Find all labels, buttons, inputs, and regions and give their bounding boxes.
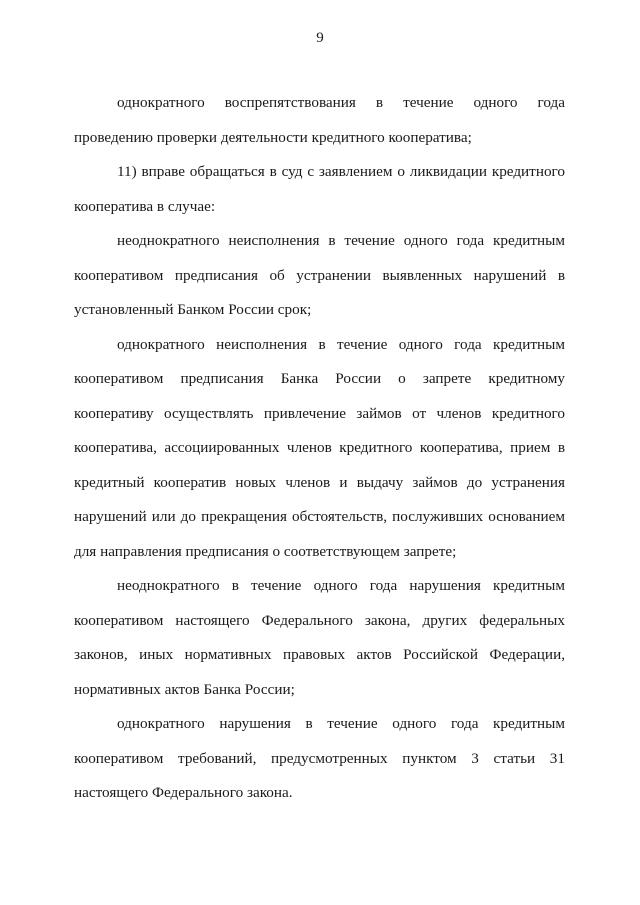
paragraph-item-11-court-liquidation: 11) вправе обращаться в суд с заявлением о ликвидации кредитного кооператива в случае: bbox=[74, 163, 565, 215]
paragraph-repeated-violation-of-law: неоднократного в течение одного года нарушения кредитным кооперативом настоящего Федерального закона, других федеральных законов, иных нормативных правовых актов Российской Федерации, нормативных актов Банка России; bbox=[74, 577, 565, 698]
paragraph-repeated-non-execution: неоднократного неисполнения в течение одного года кредитным кооперативом предписания об устранении выявленных нарушений в установленный Банком России срок; bbox=[74, 232, 565, 318]
paragraph-single-non-execution-prohibition: однократного неисполнения в течение одного года кредитным кооперативом предписания Банка России о запрете кредитному кооперативу осуществлять привлечение займов от членов кредитного кооператива, ассоциированных членов кредитного кооператива, прием в кредитный кооператив новых членов и выдачу займов до устранения нарушений или до прекращения обстоятельств, послуживших основанием для направления предписания о соответствующем запрете; bbox=[74, 335, 565, 560]
page-number: 9 bbox=[316, 30, 324, 46]
paragraph-single-violation-article-31: однократного нарушения в течение одного года кредитным кооперативом требований, предусмотренных пунктом 3 статьи 31 настоящего Федерального закона. bbox=[74, 715, 565, 801]
document-body bbox=[74, 86, 565, 811]
paragraph-obstruction-of-inspection: однократного воспрепятствования в течение одного года проведению проверки деятельности кредитного кооператива; bbox=[74, 94, 565, 146]
